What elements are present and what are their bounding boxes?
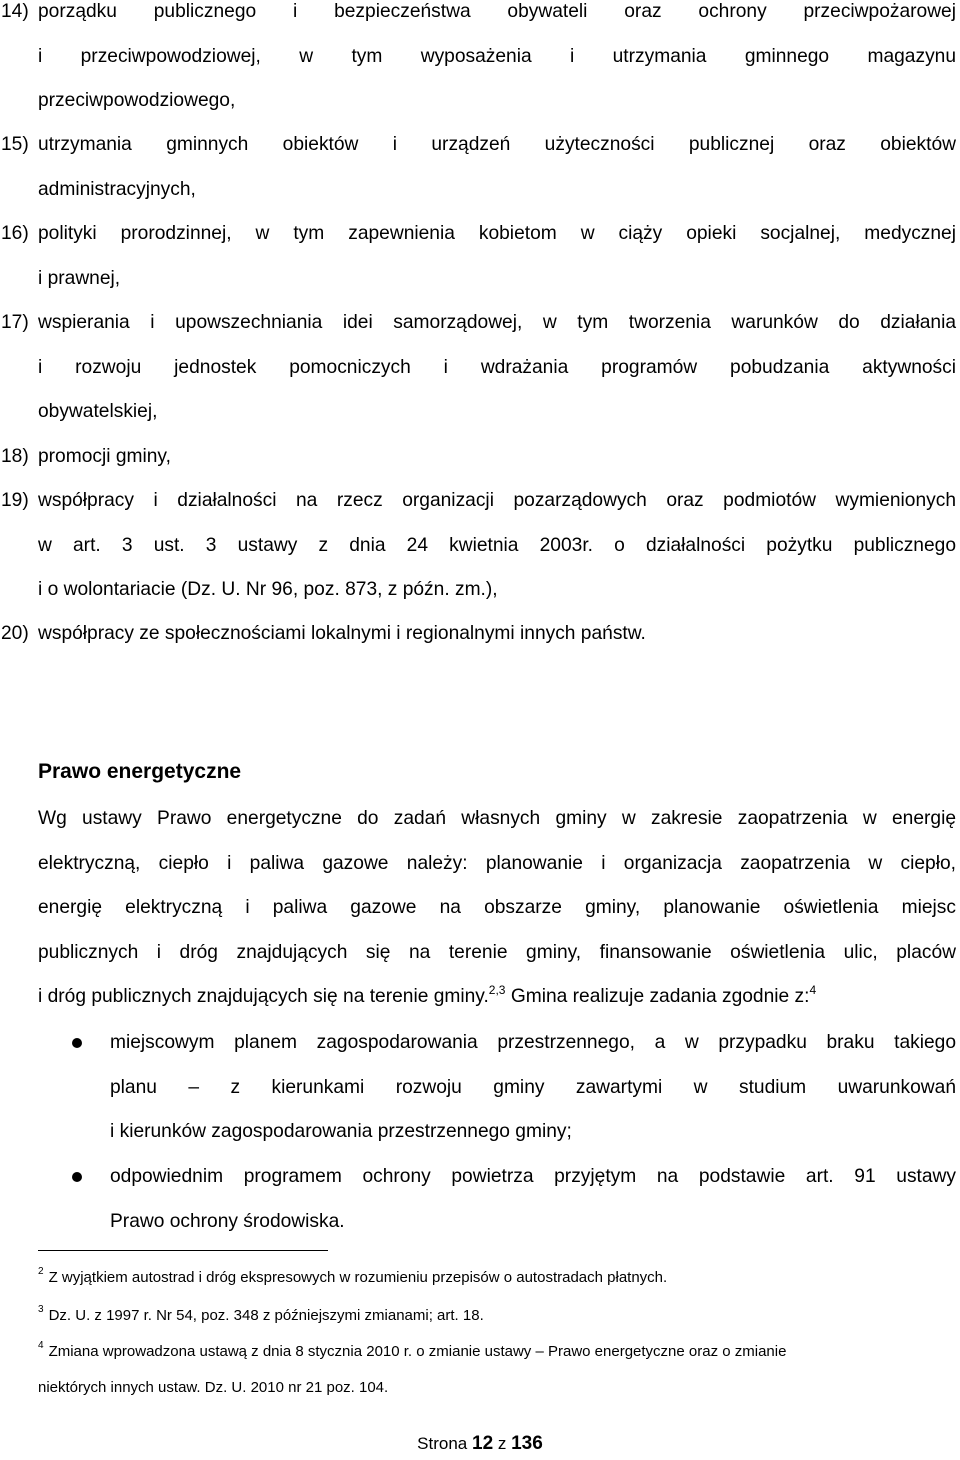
list-line: współpracy ze społecznościami lokalnymi i regionalnymi innych państw. xyxy=(38,623,646,644)
bullet-icon xyxy=(72,1038,82,1048)
paragraph-line: Wg ustawy Prawo energetyczne do zadań własnych gminy w zakresie zaopatrzenia w energię xyxy=(38,808,956,829)
bullet-line: i kierunków zagospodarowania przestrzennego gminy; xyxy=(110,1121,572,1142)
list-number: 20) xyxy=(1,623,29,644)
page-number: 12 xyxy=(472,1433,494,1454)
paragraph-line: energię elektryczną i paliwa gazowe na obszarze gminy, planowanie oświetlenia miejsc xyxy=(38,897,956,918)
section-heading: Prawo energetyczne xyxy=(38,760,242,783)
paragraph-text: Gmina realizuje zadania zgodnie z: xyxy=(505,986,810,1007)
paragraph-line: elektryczną, ciepło i paliwa gazowe należy: planowanie i organizacja zaopatrzenia w ciepło, xyxy=(38,852,956,874)
paragraph-text: i dróg publicznych znajdujących się na terenie gminy. xyxy=(38,986,489,1007)
list-line: w art. 3 ust. 3 ustawy z dnia 24 kwietnia 2003r. o działalności pożytku publicznego xyxy=(38,534,956,556)
bullet-line: odpowiednim programem ochrony powietrza przyjętym na podstawie art. 91 ustawy xyxy=(110,1166,956,1187)
footnote-separator xyxy=(38,1250,328,1251)
list-line: utrzymania gminnych obiektów i urządzeń użyteczności publicznej oraz obiektów xyxy=(38,134,956,155)
page-label: Strona xyxy=(417,1434,468,1453)
list-line: i przeciwpowodziowej, w tym wyposażenia i utrzymania gminnego magazynu xyxy=(38,45,956,67)
list-number: 19) xyxy=(1,490,29,511)
list-number: 14) xyxy=(1,1,29,22)
list-number: 17) xyxy=(1,312,29,333)
bullet-icon xyxy=(72,1172,82,1182)
bullet-line: Prawo ochrony środowiska. xyxy=(110,1210,345,1232)
list-number: 16) xyxy=(1,223,29,244)
footnote-number: 4 xyxy=(38,1340,44,1351)
footnote-text: Zmiana wprowadzona ustawą z dnia 8 stycznia 2010 r. o zmianie ustawy – Prawo energetyczne oraz o zmianie xyxy=(48,1343,787,1360)
footnote-4-continuation: niektórych innych ustaw. Dz. U. 2010 nr 21 poz. 104. xyxy=(38,1379,389,1396)
bullet-line: planu – z kierunkami rozwoju gminy zawartymi w studium uwarunkowań xyxy=(110,1076,956,1098)
list-line: polityki prorodzinnej, w tym zapewnienia kobietom w ciąży opieki socjalnej, medycznej xyxy=(38,223,956,244)
list-line: i rozwoju jednostek pomocniczych i wdrażania programów pobudzania aktywności xyxy=(38,356,956,378)
list-line: obywatelskiej, xyxy=(38,401,158,422)
list-line: współpracy i działalności na rzecz organizacji pozarządowych oraz podmiotów wymienionych xyxy=(38,490,956,511)
page-of: z xyxy=(497,1434,507,1453)
list-line: administracyjnych, xyxy=(38,178,196,200)
list-line: porządku publicznego i bezpieczeństwa obywateli oraz ochrony przeciwpożarowej xyxy=(38,1,956,22)
list-line: przeciwpowodziowego, xyxy=(38,90,236,111)
list-line: promocji gminy, xyxy=(38,446,171,467)
footnote-ref[interactable]: 2,3 xyxy=(488,983,506,997)
list-line: wspierania i upowszechniania idei samorządowej, w tym tworzenia warunków do działania xyxy=(38,312,956,333)
footnote-text: Z wyjątkiem autostrad i dróg ekspresowych w rozumieniu przepisów o autostradach płatnych. xyxy=(48,1269,668,1286)
footnote-ref[interactable]: 4 xyxy=(809,983,817,997)
footnote-number: 2 xyxy=(38,1266,44,1277)
list-number: 18) xyxy=(1,446,29,467)
footnote-2 xyxy=(38,1260,956,1296)
paragraph-last-line xyxy=(38,975,956,1020)
paragraph-line: publicznych i dróg znajdujących się na terenie gminy, finansowanie oświetlenia ulic, placów xyxy=(38,941,956,963)
page-total: 136 xyxy=(511,1433,543,1454)
bullet-line: miejscowym planem zagospodarowania przestrzennego, a w przypadku braku takiego xyxy=(110,1032,956,1053)
page-footer xyxy=(0,1428,960,1460)
list-number: 15) xyxy=(1,134,29,155)
footnote-text: Dz. U. z 1997 r. Nr 54, poz. 348 z późniejszymi zmianami; art. 18. xyxy=(48,1307,484,1324)
list-line: i prawnej, xyxy=(38,267,121,289)
footnote-4 xyxy=(38,1334,956,1370)
footnote-number: 3 xyxy=(38,1304,44,1315)
footnote-3 xyxy=(38,1298,956,1334)
list-line: i o wolontariacie (Dz. U. Nr 96, poz. 873, z późn. zm.), xyxy=(38,579,498,600)
